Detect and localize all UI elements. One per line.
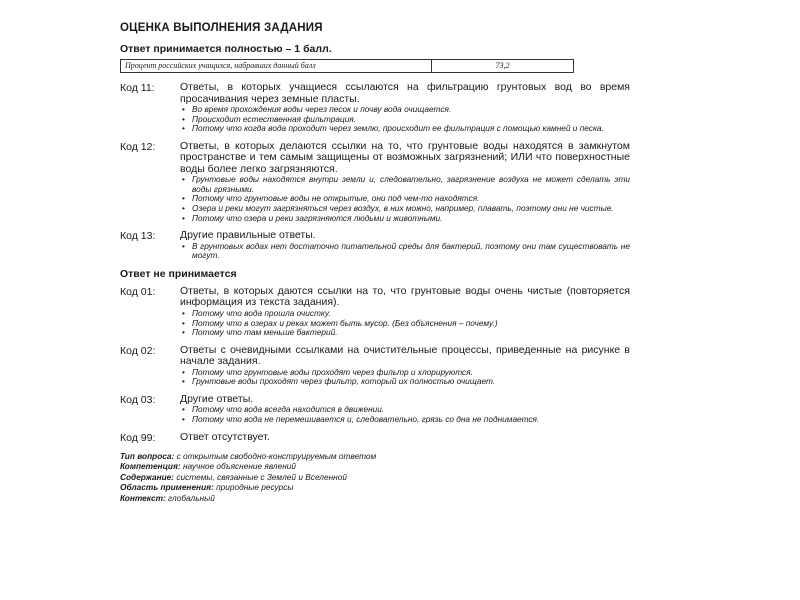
stat-value: 73,2 xyxy=(495,61,510,70)
code-description: Ответы, в которых даются ссылки на то, что грунтовые воды очень чистые (повторяется информация из текста задания). xyxy=(180,284,630,309)
document-page xyxy=(120,22,630,504)
code-body xyxy=(180,345,630,387)
metadata-line xyxy=(120,461,630,472)
code-body xyxy=(180,286,630,338)
code-description: Ответы, в которых учащиеся ссылаются на фильтрацию грунтовых вод во время просачивания через земные пласты. xyxy=(180,81,630,105)
code-id: Код 01: xyxy=(120,285,156,298)
code-description: Ответы, в которых делаются ссылки на то, что грунтовые воды находятся в замкнутом пространстве и тем самым защищены от возможных загрязнений; ИЛИ что поверхностные воды более легко загрязняются. xyxy=(180,139,630,175)
example-item: • Потому что вода не перемешивается и, следовательно, грязь со дна не поднимается. xyxy=(180,415,630,425)
code-body xyxy=(180,432,630,444)
code-id: Код 12: xyxy=(120,140,156,153)
code-id: Код 11: xyxy=(120,82,155,94)
accepted-codes xyxy=(120,82,630,261)
code-entry xyxy=(120,286,630,338)
example-item: • Потому что в озерах и реках может быть мусор. (Без объяснения – почему.) xyxy=(180,319,630,329)
code-body xyxy=(180,230,630,261)
example-item: • В грунтовых водах нет достаточно питательной среды для бактерий, поэтому они там существовать не могут. xyxy=(180,242,630,261)
stat-label: Процент российских учащихся, набравших данный балл xyxy=(121,60,432,72)
example-item: • Потому что когда вода проходит через землю, происходит ее фильтрация с помощью камней и песка. xyxy=(180,124,630,134)
code-id: Код 03: xyxy=(120,393,156,406)
metadata-label: Контекст: xyxy=(120,492,166,503)
code-description: Другие правильные ответы. xyxy=(180,229,316,242)
example-list xyxy=(180,242,630,261)
example-item: • Потому что озера и реки загрязняются людьми и животными. xyxy=(180,214,630,224)
code-body xyxy=(180,141,630,223)
metadata-line xyxy=(120,493,630,504)
example-item: • Потому что вода всегда находится в движении. xyxy=(180,405,630,415)
metadata-label: Содержание: xyxy=(120,471,175,482)
code-entry xyxy=(120,432,630,444)
example-list xyxy=(180,309,630,338)
code-entry xyxy=(120,345,630,387)
example-list xyxy=(180,105,630,134)
accepted-heading: Ответ принимается полностью – 1 балл. xyxy=(120,43,332,55)
code-description: Другие ответы. xyxy=(180,392,254,405)
metadata-value: с открытым свободно-конструируемым ответом xyxy=(176,450,377,461)
code-description: Ответ отсутствует. xyxy=(180,430,270,443)
rejected-heading: Ответ не принимается xyxy=(120,267,237,280)
code-description: Ответы с очевидными ссылками на очистительные процессы, приведенные на рисунке в начале задания. xyxy=(180,343,630,368)
metadata-value: системы, связанные с Землей и Вселенной xyxy=(176,471,347,482)
code-entry xyxy=(120,141,630,223)
metadata-line xyxy=(120,482,630,493)
metadata-value: научное объяснение явлений xyxy=(182,461,297,472)
metadata-label: Компетенция: xyxy=(120,461,181,472)
rejected-codes xyxy=(120,286,630,444)
stat-table xyxy=(120,59,574,73)
example-item: • Потому что грунтовые воды не открытые, они под чем-то находятся. xyxy=(180,194,630,204)
metadata-line xyxy=(120,472,630,483)
code-id: Код 02: xyxy=(120,344,156,357)
document-title: ОЦЕНКА ВЫПОЛНЕНИЯ ЗАДАНИЯ xyxy=(120,22,323,34)
example-item: • Во время прохождения воды через песок и почву вода очищается. xyxy=(180,105,630,115)
metadata-value: глобальный xyxy=(168,492,215,503)
metadata-line xyxy=(120,451,630,462)
metadata-label: Тип вопроса: xyxy=(120,450,175,461)
code-body xyxy=(180,82,630,134)
example-item: • Потому что там меньше бактерий. xyxy=(180,328,630,338)
example-item: • Потому что грунтовые воды проходят через фильтр и хлорируются. xyxy=(180,368,630,378)
code-entry xyxy=(120,230,630,261)
code-id: Код 99: xyxy=(120,431,156,444)
example-list xyxy=(180,405,630,424)
example-item: • Озера и реки могут загрязняться через воздух, в них можно, например, плавать, поэтому они не чистые. xyxy=(180,204,630,214)
code-entry xyxy=(120,82,630,134)
example-list xyxy=(180,175,630,223)
code-id: Код 13: xyxy=(120,230,156,243)
example-item: • Происходит естественная фильтрация. xyxy=(180,115,630,125)
metadata-value: природные ресурсы xyxy=(216,482,294,493)
metadata-label: Область применения: xyxy=(120,482,214,493)
code-body xyxy=(180,394,630,425)
example-list xyxy=(180,368,630,387)
example-item: • Грунтовые воды находятся внутри земли и, следовательно, загрязнение воздуха не может сделать эти воды грязными. xyxy=(180,175,630,194)
question-metadata xyxy=(120,451,630,504)
example-item: • Грунтовые воды проходят через фильтр, который их полностью очищает. xyxy=(180,377,630,387)
example-item: • Потому что вода прошла очистку. xyxy=(180,309,630,319)
code-entry xyxy=(120,394,630,425)
